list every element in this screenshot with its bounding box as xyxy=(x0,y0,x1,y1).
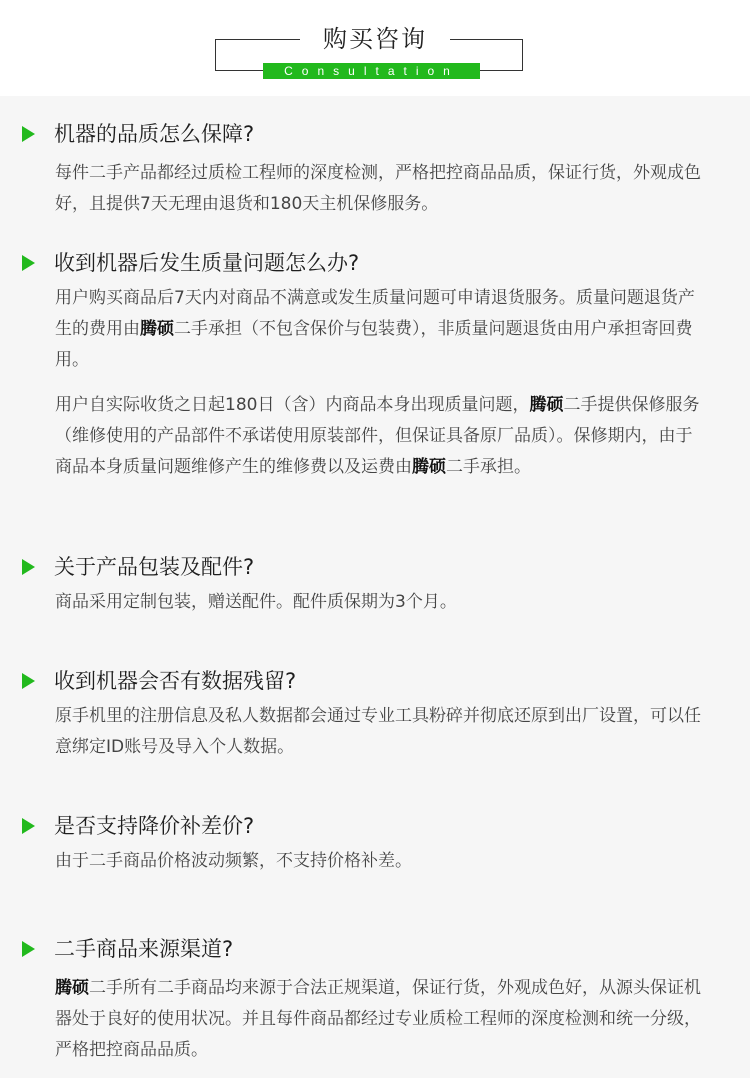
answer-text: 用户购买商品后7天内对商品不满意或发生质量问题可申请退货服务。质量问题退货产生的费用由 xyxy=(55,288,695,339)
faq-answer xyxy=(55,283,705,483)
faq-answer-paragraph-1 xyxy=(55,283,705,376)
faq-question: 二手商品来源渠道? xyxy=(54,937,234,961)
faq-answer xyxy=(55,846,705,877)
faq-question-row xyxy=(0,811,750,841)
faq-answer xyxy=(55,587,705,618)
answer-text: 二手所有二手商品均来源于合法正规渠道，保证行货，外观成色好，从源头保证机器处于良好的使用状况。并且每件商品都经过专业质检工程师的深度检测和统一分级，严格把控商品品质。 xyxy=(55,978,701,1060)
faq-question: 机器的品质怎么保障? xyxy=(54,122,255,146)
faq-answer xyxy=(55,158,705,220)
faq-answer-text: 由于二手商品价格波动频繁，不支持价格补差。 xyxy=(55,851,412,871)
faq-question: 收到机器后发生质量问题怎么办? xyxy=(54,251,360,275)
play-arrow-icon xyxy=(22,559,35,575)
play-arrow-icon xyxy=(22,126,35,142)
page-title: 购买咨询 xyxy=(300,20,450,58)
faq-question-row xyxy=(0,934,750,964)
play-arrow-icon xyxy=(22,673,35,689)
faq-item-data-residue xyxy=(0,666,750,763)
answer-text: 二手承担。 xyxy=(446,457,531,477)
faq-question-row xyxy=(0,119,750,149)
faq-answer-text xyxy=(55,973,705,1066)
faq-item-packaging xyxy=(0,552,750,618)
faq-question-row xyxy=(0,552,750,582)
page-header xyxy=(0,0,750,96)
faq-answer xyxy=(55,973,705,1066)
answer-text: 二手提供保修服务（维修使用的产品部件不承诺使用原装部件，但保证具备原厂品质）。保修期内，由于商品本身质量问题维修产生的维修费以及运费由 xyxy=(55,395,700,477)
answer-text: 用户自实际收货之日起180日（含）内商品本身出现质量问题， xyxy=(55,395,530,415)
faq-question: 是否支持降价补差价? xyxy=(54,814,255,838)
faq-question: 关于产品包装及配件? xyxy=(54,555,255,579)
play-arrow-icon xyxy=(22,818,35,834)
faq-answer-text: 原手机里的注册信息及私人数据都会通过专业工具粉碎并彻底还原到出厂设置，可以任意绑定ID账号及导入个人数据。 xyxy=(55,706,701,757)
subtitle-bar: Consultation xyxy=(263,63,480,79)
faq-item-source-channel xyxy=(0,934,750,1066)
faq-answer-paragraph-2 xyxy=(55,390,705,483)
answer-text: 二手承担（不包含保价与包装费），非质量问题退货由用户承担寄回费用。 xyxy=(55,319,693,370)
faq-item-quality xyxy=(0,119,750,220)
play-arrow-icon xyxy=(22,941,35,957)
faq-item-price-protection xyxy=(0,811,750,877)
faq-answer-text: 商品采用定制包装，赠送配件。配件质保期为3个月。 xyxy=(55,592,457,612)
faq-item-quality-issue xyxy=(0,248,750,483)
faq-question-row xyxy=(0,666,750,696)
play-arrow-icon xyxy=(22,255,35,271)
faq-answer-text: 每件二手产品都经过质检工程师的深度检测，严格把控商品品质，保证行货，外观成色好，且提供7天无理由退货和180天主机保修服务。 xyxy=(55,163,701,214)
faq-question: 收到机器会否有数据残留? xyxy=(54,669,297,693)
brand-name: 腾硕 xyxy=(529,395,564,415)
brand-name: 腾硕 xyxy=(140,319,174,339)
brand-name: 腾硕 xyxy=(412,457,446,477)
faq-answer xyxy=(55,701,705,763)
brand-name: 腾硕 xyxy=(55,978,89,998)
faq-question-row xyxy=(0,248,750,278)
